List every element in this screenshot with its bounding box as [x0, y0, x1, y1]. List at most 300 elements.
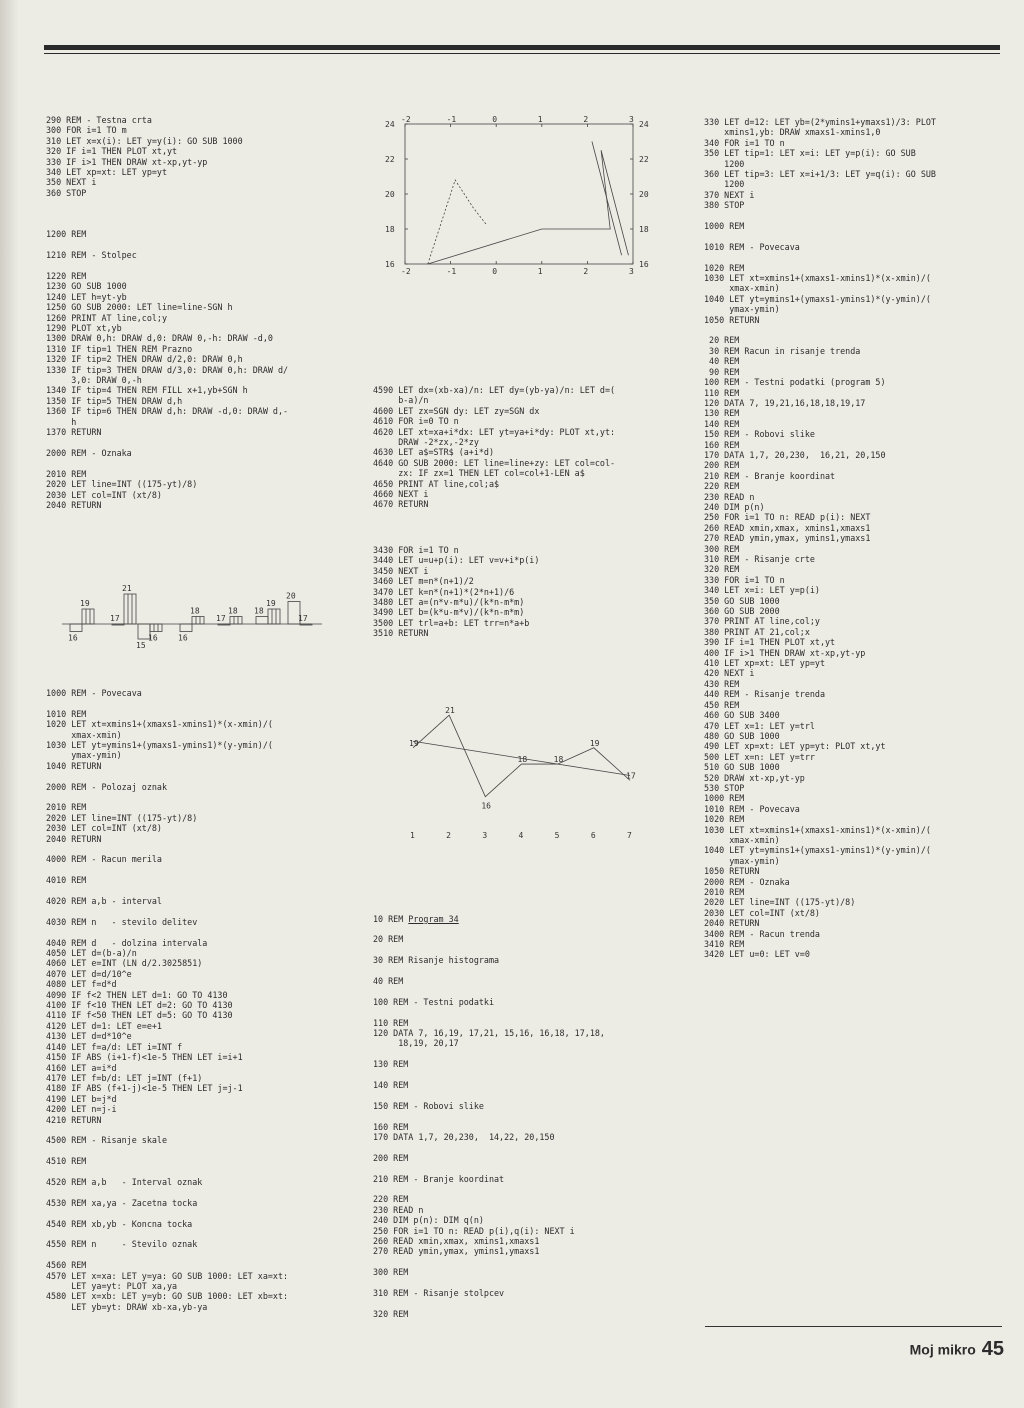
code-line: 4110 IF f<50 THEN LET d=5: GO TO 4130	[46, 1010, 233, 1021]
code-line	[46, 906, 288, 916]
code-line	[46, 1167, 288, 1177]
code-line: 40 REM	[373, 975, 404, 986]
code-line	[373, 945, 605, 955]
code-line: 100 REM - Testni podatki	[373, 996, 495, 1007]
code-line	[373, 986, 605, 996]
code-line	[704, 211, 936, 221]
code-line: 290 REM - Testna crta	[46, 115, 152, 125]
code-line: 150 REM - Robovi slike	[373, 1100, 484, 1111]
code-line: 2010 REM	[46, 468, 87, 479]
code-line: 300 FOR i=1 TO m	[46, 125, 127, 136]
y-tick-label-right: 22	[639, 155, 649, 164]
code-line: LET ya=yt: PLOT xa,ya	[46, 1280, 178, 1291]
code-line: 1340 IF tip=4 THEN REM FILL x+1,yb+SGN h	[46, 385, 248, 396]
code-line: 1200	[704, 179, 745, 190]
code-line: 1370 RETURN	[46, 427, 102, 438]
code-line: 4520 REM a,b - Interval oznak	[46, 1176, 203, 1187]
code-line	[373, 1111, 605, 1121]
code-line: 4070 LET d=d/10^e	[46, 968, 132, 979]
y-tick-label-right: 24	[639, 120, 649, 129]
code-line: 1020 LET xt=xmins1+(xmaxs1-xmins1)*(x-xmin)/(	[46, 719, 273, 730]
code-line: 1050 RETURN	[704, 314, 760, 325]
histogram-bar-label: 15	[136, 641, 146, 650]
code-line: 420 NEXT i	[704, 668, 755, 679]
code-line: 1240 LET h=yt-yb	[46, 291, 127, 302]
code-line: 4530 REM xa,ya - Zacetna tocka	[46, 1197, 198, 1208]
test-line-dashed	[428, 180, 487, 264]
code-line: 3430 FOR i=1 TO n	[373, 545, 459, 555]
x-tick-label-bottom: -2	[401, 267, 411, 276]
code-line	[46, 261, 288, 271]
code-line: 2020 LET line=INT ((175-yt)/8)	[46, 479, 198, 490]
code-line	[46, 792, 288, 802]
code-line	[46, 1229, 288, 1239]
x-tick-label-top: 2	[583, 115, 589, 124]
code-line: 1040 LET yt=ymins1+(ymaxs1-ymins1)*(y-ymin)/(	[704, 845, 931, 856]
code-line: 350 GO SUB 1000	[704, 595, 780, 606]
code-line: 40 REM	[704, 356, 740, 367]
code-line: 340 LET x=i: LET y=p(i)	[704, 585, 820, 596]
code-line: 350 NEXT i	[46, 177, 97, 188]
code-line: 4540 REM xb,yb - Koncna tocka	[46, 1218, 193, 1229]
code-line	[373, 1142, 605, 1152]
histogram-bar	[180, 624, 192, 632]
code-line	[373, 1257, 605, 1267]
code-line: 110 REM	[704, 387, 740, 398]
code-line: 4120 LET d=1: LET e=e+1	[46, 1020, 162, 1031]
code-line: xmax-xmin)	[704, 834, 780, 845]
code-line: 1010 REM - Povecava	[704, 803, 800, 814]
trend-x-label: 5	[554, 831, 560, 840]
code-line: 470 LET x=1: LET y=trl	[704, 720, 815, 731]
y-tick-label-right: 20	[639, 190, 649, 199]
code-line: 520 DRAW xt-xp,yt-yp	[704, 772, 805, 783]
trend-point-label: 16	[481, 801, 491, 811]
code-line: 2000 REM - Oznaka	[704, 876, 790, 887]
code-line: 30 REM Racun in risanje trenda	[704, 345, 861, 356]
listing-col2-a	[373, 385, 615, 510]
code-line: 4210 RETURN	[46, 1114, 102, 1125]
code-line: 2030 LET col=INT (xt/8)	[46, 489, 162, 500]
code-line: 1320 IF tip=2 THEN DRAW d/2,0: DRAW 0,h	[46, 354, 243, 365]
code-line: 130 REM	[704, 408, 740, 419]
code-line	[46, 438, 288, 448]
code-line: 250 FOR i=1 TO n: READ p(i): NEXT	[704, 512, 871, 523]
code-line	[704, 252, 936, 262]
histogram-bar-label: 21	[122, 584, 132, 593]
code-line: 1350 IF tip=5 THEN DRAW d,h	[46, 395, 183, 406]
code-line: 4190 LET b=j*d	[46, 1093, 117, 1104]
code-line: 120 DATA 7, 19,21,16,18,18,19,17	[704, 397, 866, 408]
code-line: 1330 IF tip=3 THEN DRAW d/3,0: DRAW 0,h: DRAW d/	[46, 364, 289, 375]
code-line	[373, 966, 605, 976]
histogram-bar	[230, 617, 242, 625]
code-line: 4590 LET dx=(xb-xa)/n: LET dy=(yb-ya)/n: LET d=(	[373, 385, 616, 395]
code-line: 4160 LET a=i*d	[46, 1062, 117, 1073]
code-line: 1050 RETURN	[704, 866, 760, 877]
code-line: 4200 LET n=j-i	[46, 1104, 117, 1115]
code-line: 1030 LET xt=xmins1+(xmaxs1-xmins1)*(x-xmin)/(	[704, 824, 931, 835]
code-line: 120 DATA 7, 16,19, 17,21, 15,16, 16,18, 17,18,	[373, 1027, 605, 1038]
histogram-bar-label: 17	[110, 614, 120, 623]
code-line: 4660 NEXT i	[373, 489, 429, 500]
code-line	[373, 1049, 605, 1059]
code-line: 2030 LET col=INT (xt/8)	[46, 823, 162, 834]
code-line: 320 REM	[373, 1308, 409, 1319]
code-line: 510 GO SUB 1000	[704, 762, 780, 773]
test-line-chart	[375, 112, 665, 282]
code-line: 260 READ xmin,xmax, xmins1,xmaxs1	[373, 1236, 540, 1246]
code-line: 160 REM	[373, 1121, 409, 1132]
code-line	[46, 458, 288, 468]
code-line: 4060 LET e=INT (LN d/2.3025851)	[46, 958, 203, 969]
trend-x-label: 3	[482, 831, 488, 840]
trend-point-label: 17	[626, 771, 636, 781]
code-line: 310 REM - Risanje crte	[704, 554, 815, 564]
code-line: 370 PRINT AT line,col;y	[704, 616, 820, 627]
code-line: 4580 LET x=xb: LET y=yb: GO SUB 1000: LET xb=xt:	[46, 1291, 289, 1302]
code-line	[46, 1125, 288, 1135]
code-line: 370 NEXT i	[704, 189, 755, 200]
code-line: 170 DATA 1,7, 20,230, 14,22, 20,150	[373, 1131, 555, 1142]
code-line	[46, 771, 288, 781]
code-line: 30 REM Risanje histograma	[373, 955, 500, 966]
code-line: 220 REM	[373, 1194, 409, 1205]
y-tick-label-left: 20	[385, 190, 395, 199]
code-line: 270 READ ymin,ymax, ymins1,ymaxs1	[704, 533, 871, 544]
code-line: 1250 GO SUB 2000: LET line=line-SGN h	[46, 302, 233, 313]
code-line: 360 STOP	[46, 187, 87, 198]
code-line	[46, 865, 288, 875]
code-line	[46, 1250, 288, 1260]
code-line: 200 REM	[373, 1152, 409, 1163]
y-tick-label-right: 16	[639, 260, 649, 269]
code-line: 4620 LET xt=xa+i*dx: LET yt=ya+i*dy: PLOT xt,yt:	[373, 426, 616, 437]
code-line: 4500 REM - Risanje skale	[46, 1135, 168, 1146]
code-line: 2020 LET line=INT ((175-yt)/8)	[704, 897, 856, 908]
code-line: 460 GO SUB 3400	[704, 710, 780, 721]
code-line: 1010 REM	[46, 708, 87, 719]
code-line: 300 REM	[704, 543, 740, 554]
code-line	[46, 1187, 288, 1197]
code-line: 410 LET xp=xt: LET yp=yt	[704, 658, 826, 669]
trend-point-label: 19	[589, 738, 600, 748]
code-line	[704, 231, 936, 241]
code-line: 3470 LET k=n*(n+1)*(2*n+1)/6	[373, 586, 515, 597]
code-line: 4080 LET f=d*d	[46, 979, 117, 990]
code-line: 330 IF i>1 THEN DRAW xt-xp,yt-yp	[46, 156, 208, 167]
histogram-bar	[256, 617, 268, 625]
code-line	[46, 698, 288, 708]
histogram-bar-label: 18	[254, 606, 264, 616]
code-line: 3480 LET a=(n*v-m*u)/(k*n-m*m)	[373, 597, 525, 608]
histogram-bar	[82, 609, 94, 624]
code-line: 3500 LET trl=a+b: LET trr=n*a+b	[373, 617, 530, 628]
code-line: h	[46, 416, 77, 427]
trend-x-label: 6	[590, 831, 596, 840]
histogram-bar	[124, 594, 136, 624]
code-line: 2000 REM - Oznaka	[46, 447, 132, 458]
code-line: 260 READ xmin,xmax, xmins1,xmaxs1	[704, 522, 871, 533]
code-line: 140 REM	[704, 418, 740, 429]
code-line	[373, 1184, 605, 1194]
listing-col3	[704, 117, 936, 960]
code-line: 100 REM - Testni podatki (program 5)	[704, 377, 886, 388]
code-line: zx: IF zx=1 THEN LET col=col+1-LEN a$	[373, 468, 585, 479]
code-line: 2040 RETURN	[46, 833, 102, 844]
x-tick-label-bottom: -1	[446, 267, 457, 276]
code-line: 2040 RETURN	[46, 499, 102, 510]
code-line: 440 REM - Risanje trenda	[704, 689, 826, 700]
code-line: 4180 IF ABS (f+1-j)<1e-5 THEN LET j=j-1	[46, 1083, 243, 1094]
code-line: 390 IF i=1 THEN PLOT xt,yt	[704, 637, 836, 648]
code-line: 1300 DRAW 0,h: DRAW d,0: DRAW 0,-h: DRAW -d,0	[46, 333, 273, 344]
magazine-name: Moj mikro	[909, 1341, 976, 1358]
plot-frame	[405, 124, 633, 264]
code-line: 310 LET x=x(i): LET y=y(i): GO SUB 1000	[46, 135, 243, 146]
code-line: 200 REM	[704, 460, 740, 471]
code-line: 1260 PRINT AT line,col;y	[46, 312, 168, 323]
y-tick-label-left: 22	[385, 155, 395, 164]
histogram-bar	[218, 624, 230, 625]
code-line: 4570 LET x=xa: LET y=ya: GO SUB 1000: LET xa=xt:	[46, 1270, 289, 1281]
code-line	[46, 886, 288, 896]
x-tick-label-top: -1	[446, 115, 457, 124]
trend-x-label: 2	[446, 831, 451, 840]
code-line: xmax-xmin)	[704, 283, 780, 294]
code-line: 2010 REM	[704, 887, 745, 897]
y-tick-label-left: 16	[385, 260, 395, 269]
code-line: 210 REM - Branje koordinat	[704, 470, 836, 481]
code-line: 4090 IF f<2 THEN LET d=1: GO TO 4130	[46, 989, 228, 1000]
histogram-bar-label: 18	[228, 606, 238, 616]
y-tick-label-left: 18	[385, 225, 395, 234]
code-line	[46, 1146, 288, 1156]
listing-col1-top	[46, 115, 288, 510]
code-line: 480 GO SUB 1000	[704, 730, 780, 741]
trend-point-label: 18	[553, 755, 564, 765]
code-line	[46, 240, 288, 250]
test-line-diagonal	[592, 142, 622, 256]
code-line: 360 GO SUB 2000	[704, 606, 780, 617]
code-line: 340 FOR i=1 TO n	[704, 137, 785, 148]
trend-x-label: 1	[410, 831, 415, 840]
code-line: 2000 REM - Polozaj oznak	[46, 781, 168, 792]
code-line: 4640 GO SUB 2000: LET line=line+zy: LET col=col-	[373, 457, 616, 468]
y-tick-label-right: 18	[639, 225, 649, 234]
code-line: 4050 LET d=(b-a)/n	[46, 948, 137, 959]
code-line: 270 READ ymin,ymax, ymins1,ymaxs1	[373, 1246, 540, 1257]
histogram-bar	[192, 617, 204, 625]
x-tick-label-top: 3	[629, 115, 634, 124]
x-tick-label-bottom: 3	[629, 267, 634, 276]
code-line: 220 REM	[704, 481, 740, 492]
histogram-bar	[112, 624, 124, 625]
code-line: 300 REM	[373, 1267, 409, 1278]
code-line	[46, 198, 288, 208]
code-line: 1220 REM	[46, 271, 87, 282]
histogram-bar-label: 16	[148, 633, 158, 643]
page-footer	[910, 1338, 1004, 1361]
code-line	[373, 1007, 605, 1017]
code-line: ymax-ymin)	[704, 855, 780, 866]
code-line: 20 REM	[373, 934, 404, 945]
code-line: 1030 LET yt=ymins1+(ymaxs1-ymins1)*(y-ymin)/(	[46, 740, 273, 751]
code-line: 1290 PLOT xt,yb	[46, 323, 122, 334]
code-line: 4030 REM n - stevilo delitev	[46, 916, 198, 927]
code-line: 490 LET xp=xt: LET yp=yt: PLOT xt,yt	[704, 741, 886, 752]
histogram-bar	[150, 624, 162, 632]
code-line	[46, 209, 288, 219]
code-line: 1000 REM	[704, 221, 745, 232]
histogram-bar-label: 20	[286, 591, 296, 601]
code-line: 310 REM - Risanje stolpcev	[373, 1288, 505, 1298]
code-line: 500 LET x=n: LET y=trr	[704, 751, 815, 762]
code-line: 1020 REM	[704, 814, 745, 825]
footer-rule	[705, 1326, 1002, 1327]
y-tick-label-left: 24	[385, 120, 395, 129]
code-line: 4650 PRINT AT line,col;a$	[373, 478, 500, 489]
code-line: 240 DIM p(n)	[704, 501, 765, 512]
listing-col2-c	[373, 924, 605, 1319]
code-line: 380 PRINT AT 21,col;x	[704, 626, 810, 637]
code-line: 170 DATA 1,7, 20,230, 16,21, 20,150	[704, 449, 886, 460]
code-line	[46, 927, 288, 937]
x-tick-label-bottom: 0	[492, 267, 498, 276]
histogram-chart	[60, 548, 330, 668]
code-line: 4100 IF f<10 THEN LET d=2: GO TO 4130	[46, 1000, 233, 1011]
page-gutter-shadow	[0, 0, 18, 1408]
histogram-bar	[70, 624, 82, 632]
code-line: 3510 RETURN	[373, 628, 429, 639]
code-line: 1040 LET yt=ymins1+(ymaxs1-ymins1)*(y-ymin)/(	[704, 293, 931, 304]
trend-x-label: 7	[627, 831, 632, 840]
code-line: ymax-ymin)	[46, 750, 122, 761]
code-line: 350 LET tip=1: LET x=i: LET y=p(i): GO SUB	[704, 148, 916, 159]
x-tick-label-bottom: 2	[583, 267, 589, 276]
code-line: 1360 IF tip=6 THEN DRAW d,h: DRAW -d,0: DRAW d,-	[46, 406, 289, 417]
code-line: b-a)/n	[373, 395, 429, 406]
code-line: 210 REM - Branje koordinat	[373, 1173, 505, 1184]
code-line	[373, 1298, 605, 1308]
code-line	[373, 1090, 605, 1100]
trend-point-label: 19	[409, 738, 419, 748]
code-line: 3450 NEXT i	[373, 565, 429, 576]
x-tick-label-top: 1	[537, 115, 543, 124]
code-line: 230 READ n	[704, 491, 755, 502]
histogram-bar	[268, 609, 280, 624]
histogram-bar-label: 17	[216, 614, 226, 623]
code-line: 2040 RETURN	[704, 918, 760, 929]
histogram-bar-label: 19	[266, 599, 276, 608]
code-line: 1040 RETURN	[46, 760, 102, 771]
code-line: ymax-ymin)	[704, 304, 780, 315]
code-line: 1000 REM	[704, 793, 745, 804]
code-line: 20 REM	[704, 335, 740, 346]
trend-x-label: 4	[518, 831, 524, 840]
code-line: 4550 REM n - Stevilo oznak	[46, 1239, 198, 1250]
x-tick-label-top: -2	[401, 115, 411, 124]
listing-col2-b	[373, 545, 539, 639]
code-line: 1210 REM - Stolpec	[46, 250, 137, 261]
histogram-bar-label: 16	[178, 633, 188, 643]
code-line: 1310 IF tip=1 THEN REM Prazno	[46, 343, 193, 354]
code-line: 430 REM	[704, 678, 740, 689]
code-line: 4170 LET f=b/d: LET j=INT (f+1)	[46, 1072, 203, 1083]
code-line: 4130 LET d=d*10^e	[46, 1031, 132, 1042]
code-line: 1020 REM	[704, 262, 745, 273]
code-line: 4010 REM	[46, 875, 87, 886]
code-line: 3410 REM	[704, 939, 745, 950]
trend-point-label: 18	[517, 755, 528, 765]
code-line: 450 REM	[704, 699, 740, 710]
code-line: 1200	[704, 158, 745, 169]
code-line: 380 STOP	[704, 200, 745, 211]
code-line: 4630 LET a$=STR$ (a+i*d)	[373, 447, 495, 458]
code-line: 1000 REM - Povecava	[46, 688, 142, 698]
histogram-bar-label: 19	[80, 599, 90, 608]
code-line: 3440 LET u=u+p(i): LET v=v+i*p(i)	[373, 555, 540, 566]
histogram-bar-label: 16	[68, 633, 78, 643]
code-line: 4150 IF ABS (i+1-f)<1e-5 THEN LET i=i+1	[46, 1052, 243, 1063]
code-line: 330 LET d=12: LET yb=(2*ymins1+ymaxs1)/3: PLOT	[704, 117, 936, 127]
code-line: 240 DIM p(n): DIM q(n)	[373, 1215, 484, 1226]
program-title-number: 10 REM	[373, 914, 409, 924]
code-line: 4020 REM a,b - interval	[46, 896, 162, 907]
code-line	[373, 1070, 605, 1080]
code-line: 3490 LET b=(k*u-m*v)/(k*n-m*m)	[373, 607, 525, 618]
code-line: DRAW -2*zx,-2*zy	[373, 437, 479, 448]
code-line: 3420 LET u=0: LET v=0	[704, 949, 810, 960]
code-line: 1010 REM - Povecava	[704, 241, 800, 252]
code-line: 330 FOR i=1 TO n	[704, 574, 785, 585]
code-line: 3460 LET m=n*(n+1)/2	[373, 576, 474, 587]
code-line: 4510 REM	[46, 1156, 87, 1167]
histogram-bar-label: 18	[190, 606, 200, 616]
code-line: 4040 REM d - dolzina intervala	[46, 937, 208, 948]
code-line: 530 STOP	[704, 782, 745, 793]
code-line: 230 READ n	[373, 1204, 424, 1215]
code-line: 1030 LET xt=xmins1+(xmaxs1-xmins1)*(x-xmin)/(	[704, 273, 931, 284]
code-line	[46, 844, 288, 854]
code-line: 400 IF i>1 THEN DRAW xt-xp,yt-yp	[704, 647, 866, 658]
code-line: 4670 RETURN	[373, 499, 429, 510]
code-line: 1230 GO SUB 1000	[46, 281, 127, 292]
code-line: 360 LET tip=3: LET x=i+1/3: LET y=q(i): GO SUB	[704, 169, 936, 180]
code-line: 4140 LET f=a/d: LET i=INT f	[46, 1041, 183, 1052]
x-tick-label-top: 0	[492, 115, 498, 124]
code-line: 3,0: DRAW 0,-h	[46, 375, 142, 386]
code-line: 160 REM	[704, 439, 740, 450]
code-line: LET yb=yt: DRAW xb-xa,yb-ya	[46, 1301, 208, 1312]
code-line: 320 IF i=1 THEN PLOT xt,yt	[46, 146, 178, 157]
code-line: xmax-xmin)	[46, 729, 122, 740]
code-line: 320 REM	[704, 564, 740, 575]
header-rule-thin	[44, 53, 1000, 54]
trend-point-label: 21	[445, 706, 455, 716]
program-title: Program 34	[408, 914, 459, 924]
code-line: 340 LET xp=xt: LET yp=yt	[46, 167, 168, 178]
code-line: 2010 REM	[46, 802, 87, 813]
code-line: 140 REM	[373, 1079, 409, 1090]
code-line: 2020 LET line=INT ((175-yt)/8)	[46, 812, 198, 823]
trend-chart	[395, 695, 655, 845]
code-line: 3400 REM - Racun trenda	[704, 928, 820, 939]
code-line	[373, 1163, 605, 1173]
code-line: 1200 REM	[46, 229, 87, 240]
code-line: 18,19, 20,17	[373, 1038, 459, 1049]
code-line: 2030 LET col=INT (xt/8)	[704, 907, 820, 918]
